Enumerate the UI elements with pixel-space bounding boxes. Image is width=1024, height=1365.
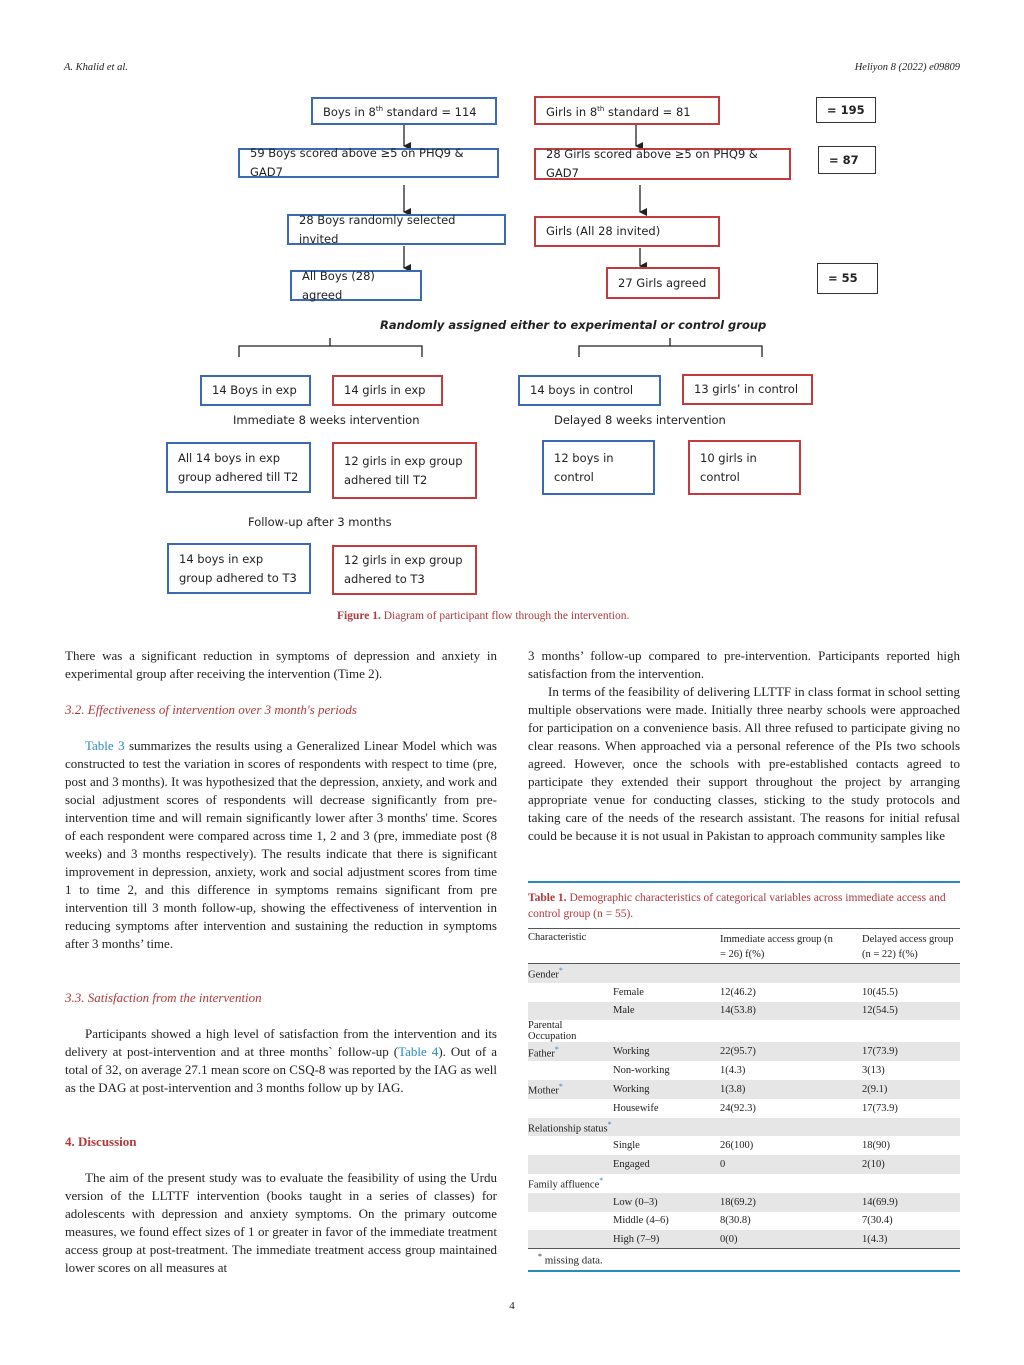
missing-data-mark: *: [558, 966, 563, 976]
table-cell: 7(30.4): [862, 1215, 893, 1227]
table-1-top-rule: [528, 881, 960, 883]
box-total-195: = 195: [816, 97, 876, 123]
section-4-title: 4. Discussion: [65, 1134, 137, 1149]
box-boys-invited: 28 Boys randomly selected invited: [287, 214, 506, 245]
table-cell: [720, 1020, 862, 1042]
table-cell: Single: [613, 1140, 640, 1152]
table-cell: 12(46.2): [720, 986, 756, 998]
table-cell: [720, 1174, 862, 1193]
table-cell: 10(45.5): [862, 986, 898, 998]
right-paragraph-2: In terms of the feasibility of delivering LLTTF in class format in school setting multiple observations were made. Initially three nearby schools were approached for participation on a convenience basis. All three refused to participate giving no clear reasons. When approached via a personal reference of the PIs two schools agreed. However, once the schools with pre-established contacts agreed to participate they extended their support throughout the project by arranging appropriate venue for conducting classes, sticking to the study protocols and taking care of the needs of the research assistant. The reasons for initial refusal could be because it is not usual in Pakistan to approach community samples like: [528, 684, 960, 843]
table-cell: [862, 1118, 960, 1137]
table-cell: [613, 1118, 720, 1137]
table-row: [528, 1061, 960, 1080]
table-cell: 1(4.3): [720, 1065, 746, 1077]
missing-data-mark: *: [554, 1044, 559, 1054]
table-cell: [862, 1020, 960, 1042]
left-paragraph-1: There was a significant reduction in symptoms of depression and anxiety in experimental group after receiving the intervention (Time 2).: [65, 648, 497, 681]
table-cell: [613, 964, 720, 983]
table-cell: 24(92.3): [720, 1102, 756, 1114]
section-3-2-title: 3.2. Effectiveness of intervention over 3 month's periods: [65, 702, 357, 717]
table-row: [528, 964, 960, 983]
box-girls-total: Girls in 8th standard = 81: [534, 96, 720, 125]
delayed-intervention-label: Delayed 8 weeks intervention: [554, 413, 726, 427]
right-paragraph-1: 3 months’ follow-up compared to pre-intervention. Participants reported high satisfaction from the intervention.: [528, 648, 960, 681]
table-cell: 1(3.8): [720, 1080, 862, 1099]
table-cell: [528, 1099, 613, 1118]
table-cell: [528, 1155, 613, 1174]
table-cell: Low (0–3): [613, 1193, 720, 1212]
table-cell: 17(73.9): [862, 1102, 898, 1114]
table-cell: Relationship status*: [528, 1118, 613, 1137]
box-boys-agreed: All Boys (28) agreed: [290, 270, 422, 301]
left-paragraph-2: Table 3 summarizes the results using a Generalized Linear Model which was constructed to test the variation in scores of respondents with respect to time (pre, post and 3 months). It was hypothesized that the depression, anxiety, and work and social adjustment scores of respondents will decrease significantly from pre-intervention time and will remain significantly lower after 3 months' time. Scores of each respondent were compared across time 1, 2 and 3 (pre, immediate post (8 weeks) and 3 months respectively). The results indicate that there is significant improvement in depression, anxiety, work and social adjustment scores from time 1 to time 2, and this difference in symptoms remains significant from pre intervention till 3 month follow-up, showing the effectiveness of intervention in reducing symptoms after intervention and sustaining the reduction in symptoms after 3 months’ time.: [65, 738, 497, 951]
table-cell: [720, 964, 862, 983]
table-row: [528, 1118, 960, 1137]
table-row: [528, 1099, 960, 1118]
missing-data-mark: *: [558, 1082, 563, 1092]
table-cell: 8(30.8): [720, 1215, 751, 1227]
table-cell: [528, 1061, 613, 1080]
figure-label: Figure 1.: [337, 610, 381, 622]
table-1-caption: Table 1. Demographic characteristics of categorical variables across immediate access and control group (n = 55).: [528, 892, 946, 920]
table-cell: [528, 1002, 613, 1021]
table-cell: [613, 1020, 720, 1042]
table-4-link[interactable]: Table 4: [398, 1044, 439, 1059]
table-3-link[interactable]: Table 3: [85, 738, 125, 753]
table-1-col-characteristic: Characteristic: [528, 932, 587, 943]
left-paragraph-3: Participants showed a high level of satisfaction from the intervention and its delivery at post-intervention and at three months` follow-up (Table 4). Out of a total of 32, on average 27.1 mean score on CSQ-8 was reported by the IAG as well as the DAG at post-intervention and 3 months follow up by IAG.: [65, 1026, 497, 1095]
table-row: [528, 983, 960, 1002]
box-total-87: = 87: [818, 146, 876, 174]
table-1-header-rule: [528, 928, 960, 929]
flowchart-connectors: [0, 0, 1024, 620]
table-cell: 26(100): [720, 1140, 754, 1152]
table-row: [528, 1080, 960, 1099]
table-row: [528, 1020, 960, 1042]
table-row: [528, 1193, 960, 1212]
table-cell: Working: [613, 1080, 720, 1099]
section-3-3-title: 3.3. Satisfaction from the intervention: [65, 990, 262, 1005]
table-cell: 17(73.9): [862, 1042, 960, 1061]
box-girls-exp-t3: 12 girls in exp group adhered to T3: [332, 545, 477, 595]
table-cell: [528, 1193, 613, 1212]
table-cell: 2(10): [862, 1155, 960, 1174]
box-girls-control-10: 10 girls in control: [688, 440, 801, 495]
box-girls-invited: Girls (All 28 invited): [534, 216, 720, 247]
box-girls-exp: 14 girls in exp: [332, 375, 443, 406]
table-cell: [528, 1136, 613, 1155]
box-girls-exp-t2: 12 girls in exp group adhered till T2: [332, 442, 477, 499]
running-header-right: Heliyon 8 (2022) e09809: [854, 62, 960, 73]
table-cell: Mother*: [528, 1080, 613, 1099]
table-cell: [862, 1174, 960, 1193]
table-cell: High (7–9): [613, 1230, 720, 1249]
table-cell: [862, 964, 960, 983]
random-assign-label: Randomly assigned either to experimental or control group: [380, 318, 767, 332]
box-boys-exp: 14 Boys in exp: [200, 375, 311, 406]
table-cell: [528, 1230, 613, 1249]
box-boys-exp-t2: All 14 boys in exp group adhered till T2: [166, 442, 311, 493]
missing-data-mark: *: [599, 1176, 604, 1186]
table-1-footnote: * missing data.: [538, 1252, 603, 1267]
table-row: [528, 1042, 960, 1061]
box-boys-total: Boys in 8th standard = 114: [311, 97, 497, 125]
table-cell: Father*: [528, 1042, 613, 1061]
table-cell: Gender*: [528, 964, 613, 983]
box-total-55: = 55: [817, 263, 878, 294]
table-cell: 0(0): [720, 1230, 862, 1249]
table-row: [528, 1174, 960, 1193]
table-1-col-immediate: Immediate access group (n = 26) f(%): [720, 934, 833, 960]
table-row: [528, 1155, 960, 1174]
table-cell: Female: [613, 986, 644, 998]
box-girls-agreed: 27 Girls agreed: [606, 267, 720, 299]
table-cell: Working: [613, 1042, 720, 1061]
left-paragraph-4: The aim of the present study was to evaluate the feasibility of using the Urdu version of the LLTTF intervention (books taught in a series of classes) for adolescents with depression and anxiety symptoms. On the primary outcome measures, we found effect sizes of 1 or greater in favor of the immediate treatment access group at post-treatment. The immediate treatment access group maintained lower scores on all measures at: [65, 1170, 497, 1275]
table-row: [528, 1136, 960, 1155]
immediate-intervention-label: Immediate 8 weeks intervention: [233, 413, 420, 427]
table-cell: Middle (4–6): [613, 1215, 669, 1227]
table-cell: 14(53.8): [720, 1002, 862, 1021]
table-cell: 18(69.2): [720, 1193, 862, 1212]
table-1: [528, 964, 960, 1249]
table-cell: 0: [720, 1155, 862, 1174]
page-number: 4: [509, 1300, 515, 1312]
table-cell: Male: [613, 1002, 720, 1021]
table-cell: Housewife: [613, 1102, 659, 1114]
table-cell: 22(95.7): [720, 1042, 862, 1061]
box-girls-control: 13 girls’ in control: [682, 374, 813, 405]
table-cell: [613, 1174, 720, 1193]
table-cell: Non-working: [613, 1065, 670, 1077]
figure-caption-text: Diagram of participant flow through the intervention.: [383, 610, 630, 622]
box-boys-scored: 59 Boys scored above ≥5 on PHQ9 & GAD7: [238, 148, 499, 178]
missing-data-mark: *: [607, 1119, 612, 1129]
box-boys-control: 14 boys in control: [518, 375, 661, 406]
table-cell: Parental Occupation: [528, 1020, 577, 1043]
table-cell: [528, 1212, 613, 1231]
table-row: [528, 1212, 960, 1231]
table-cell: 3(13): [862, 1065, 885, 1077]
table-cell: 12(54.5): [862, 1002, 960, 1021]
box-girls-scored: 28 Girls scored above ≥5 on PHQ9 & GAD7: [534, 148, 791, 180]
figure-caption: [337, 610, 629, 622]
table-cell: Family affluence*: [528, 1176, 604, 1191]
table-row: [528, 1230, 960, 1249]
table-cell: [528, 983, 613, 1002]
table-1-bottom-rule: [528, 1248, 960, 1249]
followup-label: Follow-up after 3 months: [248, 515, 392, 529]
running-header-left: A. Khalid et al.: [64, 62, 128, 73]
table-cell: 2(9.1): [862, 1080, 960, 1099]
table-cell: 18(90): [862, 1140, 890, 1152]
table-row: [528, 1002, 960, 1021]
table-1-end-rule: [528, 1270, 960, 1272]
table-cell: 1(4.3): [862, 1230, 960, 1249]
table-cell: 14(69.9): [862, 1193, 960, 1212]
table-cell: [720, 1118, 862, 1137]
box-boys-exp-t3: 14 boys in exp group adhered to T3: [167, 543, 311, 594]
table-1-col-delayed: Delayed access group (n = 22) f(%): [862, 934, 954, 960]
box-boys-control-12: 12 boys in control: [542, 440, 655, 495]
table-cell: Engaged: [613, 1155, 720, 1174]
